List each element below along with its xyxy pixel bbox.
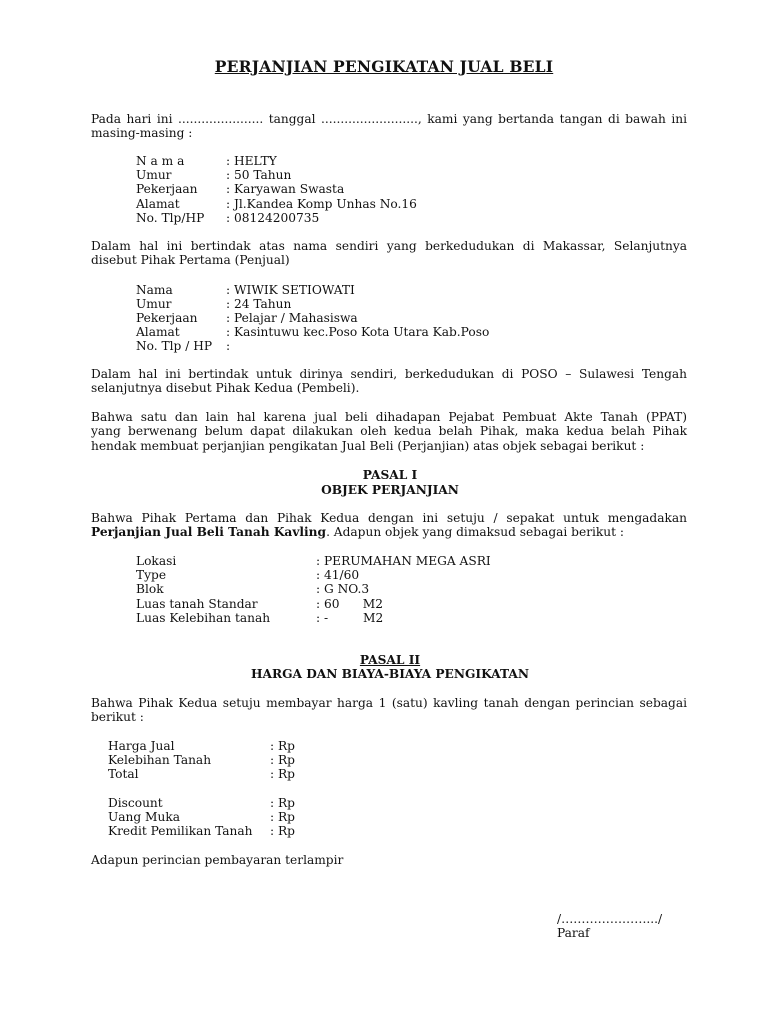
field-value: : Rp (270, 796, 295, 810)
field-value: : 60 M2 (316, 597, 383, 611)
field-label: Blok (136, 582, 164, 596)
field-label: Pekerjaan (136, 311, 198, 325)
pasal1-line: Bahwa Pihak Pertama dan Pihak Kedua dengan ini setuju / sepakat untuk mengadakan (91, 511, 687, 525)
description-line: Dalam hal ini bertindak atas nama sendiri yang berkedudukan di Makassar, Selanjutnya (91, 239, 687, 253)
intro-line: Pada hari ini ...................... tanggal ........................., kami yang bertanda tangan di bawah ini (91, 112, 687, 126)
party1-description (91, 239, 687, 268)
pasal1-heading: PASAL I (362, 468, 418, 482)
field-value: : Rp (270, 810, 295, 824)
field-value: : Karyawan Swasta (226, 182, 345, 196)
pasal2-paragraph (91, 696, 687, 725)
field-label: Lokasi (136, 554, 177, 568)
field-value: : WIWIK SETIOWATI (226, 283, 355, 297)
field-label: No. Tlp/HP (136, 211, 205, 225)
description-line: Dalam hal ini bertindak untuk dirinya sendiri, berkedudukan di POSO – Sulawesi Tengah (91, 367, 687, 381)
field-label: Pekerjaan (136, 182, 198, 196)
document-title: PERJANJIAN PENGIKATAN JUAL BELI (214, 57, 554, 76)
field-label: Uang Muka (108, 810, 181, 824)
field-label: Kelebihan Tanah (108, 753, 212, 767)
intro-paragraph (91, 112, 687, 141)
field-value: : Pelajar / Mahasiswa (226, 311, 358, 325)
recital-paragraph (91, 410, 687, 453)
agreement-name: Perjanjian Jual Beli Tanah Kavling (91, 525, 327, 540)
field-label: Nama (136, 283, 173, 297)
recital-line: Bahwa satu dan lain hal karena jual beli dihadapan Pejabat Pembuat Akte Tanah (PPAT) (91, 410, 687, 424)
pasal2-heading-wrap (0, 653, 768, 667)
field-label: Type (136, 568, 167, 582)
party2-description (91, 367, 687, 396)
field-value: : Kasintuwu kec.Poso Kota Utara Kab.Poso (226, 325, 490, 339)
description-line: disebut Pihak Pertama (Penjual) (91, 253, 290, 268)
field-value: : 08124200735 (226, 211, 320, 225)
field-value: : Jl.Kandea Komp Unhas No.16 (226, 197, 417, 211)
field-value: : Rp (270, 824, 295, 838)
pasal2-line: Bahwa Pihak Kedua setuju membayar harga 1 (satu) kavling tanah dengan perincian sebagai (91, 696, 687, 710)
field-label: Luas tanah Standar (136, 597, 258, 611)
field-value: : PERUMAHAN MEGA ASRI (316, 554, 491, 568)
field-label: Discount (108, 796, 163, 810)
field-value: : 24 Tahun (226, 297, 292, 311)
field-label: Alamat (136, 197, 180, 211)
field-value: : (226, 339, 231, 353)
field-value: : 41/60 (316, 568, 360, 582)
field-value: : Rp (270, 753, 295, 767)
pasal2-subheading: HARGA DAN BIAYA-BIAYA PENGIKATAN (251, 667, 529, 681)
closing-text: Adapun perincian pembayaran terlampir (91, 853, 344, 867)
field-label: No. Tlp / HP (136, 339, 213, 353)
field-value: : G NO.3 (316, 582, 370, 596)
field-label: N a m a (136, 154, 185, 168)
field-label: Harga Jual (108, 739, 175, 753)
pasal1-line-rest: . Adapun objek yang dimaksud sebagai berikut : (326, 525, 625, 540)
intro-line: masing-masing : (91, 126, 193, 141)
field-label: Total (108, 767, 139, 781)
signature-line: /………………….../ (557, 912, 663, 926)
description-line: selanjutnya disebut Pihak Kedua (Pembeli). (91, 381, 360, 396)
pasal2-heading: PASAL II (359, 653, 421, 667)
field-value: : Rp (270, 739, 295, 753)
pasal1-paragraph (91, 511, 687, 540)
field-value: : HELTY (226, 154, 277, 168)
recital-line: yang berwenang belum dapat dilakukan oleh kedua belah Pihak, maka kedua belah Pihak (91, 424, 687, 439)
field-label: Kredit Pemilikan Tanah (108, 824, 253, 838)
field-label: Luas Kelebihan tanah (136, 611, 271, 625)
pasal2-line: berikut : (91, 710, 144, 725)
field-label: Alamat (136, 325, 180, 339)
field-value: : - M2 (316, 611, 384, 625)
field-value: : 50 Tahun (226, 168, 292, 182)
field-label: Umur (136, 297, 172, 311)
pasal1-line (91, 525, 687, 539)
field-label: Umur (136, 168, 172, 182)
signature-label: Paraf (557, 926, 590, 940)
pasal1-subheading: OBJEK PERJANJIAN (321, 483, 459, 497)
field-value: : Rp (270, 767, 295, 781)
recital-line: hendak membuat perjanjian pengikatan Jual Beli (Perjanjian) atas objek sebagai berikut : (91, 438, 645, 453)
